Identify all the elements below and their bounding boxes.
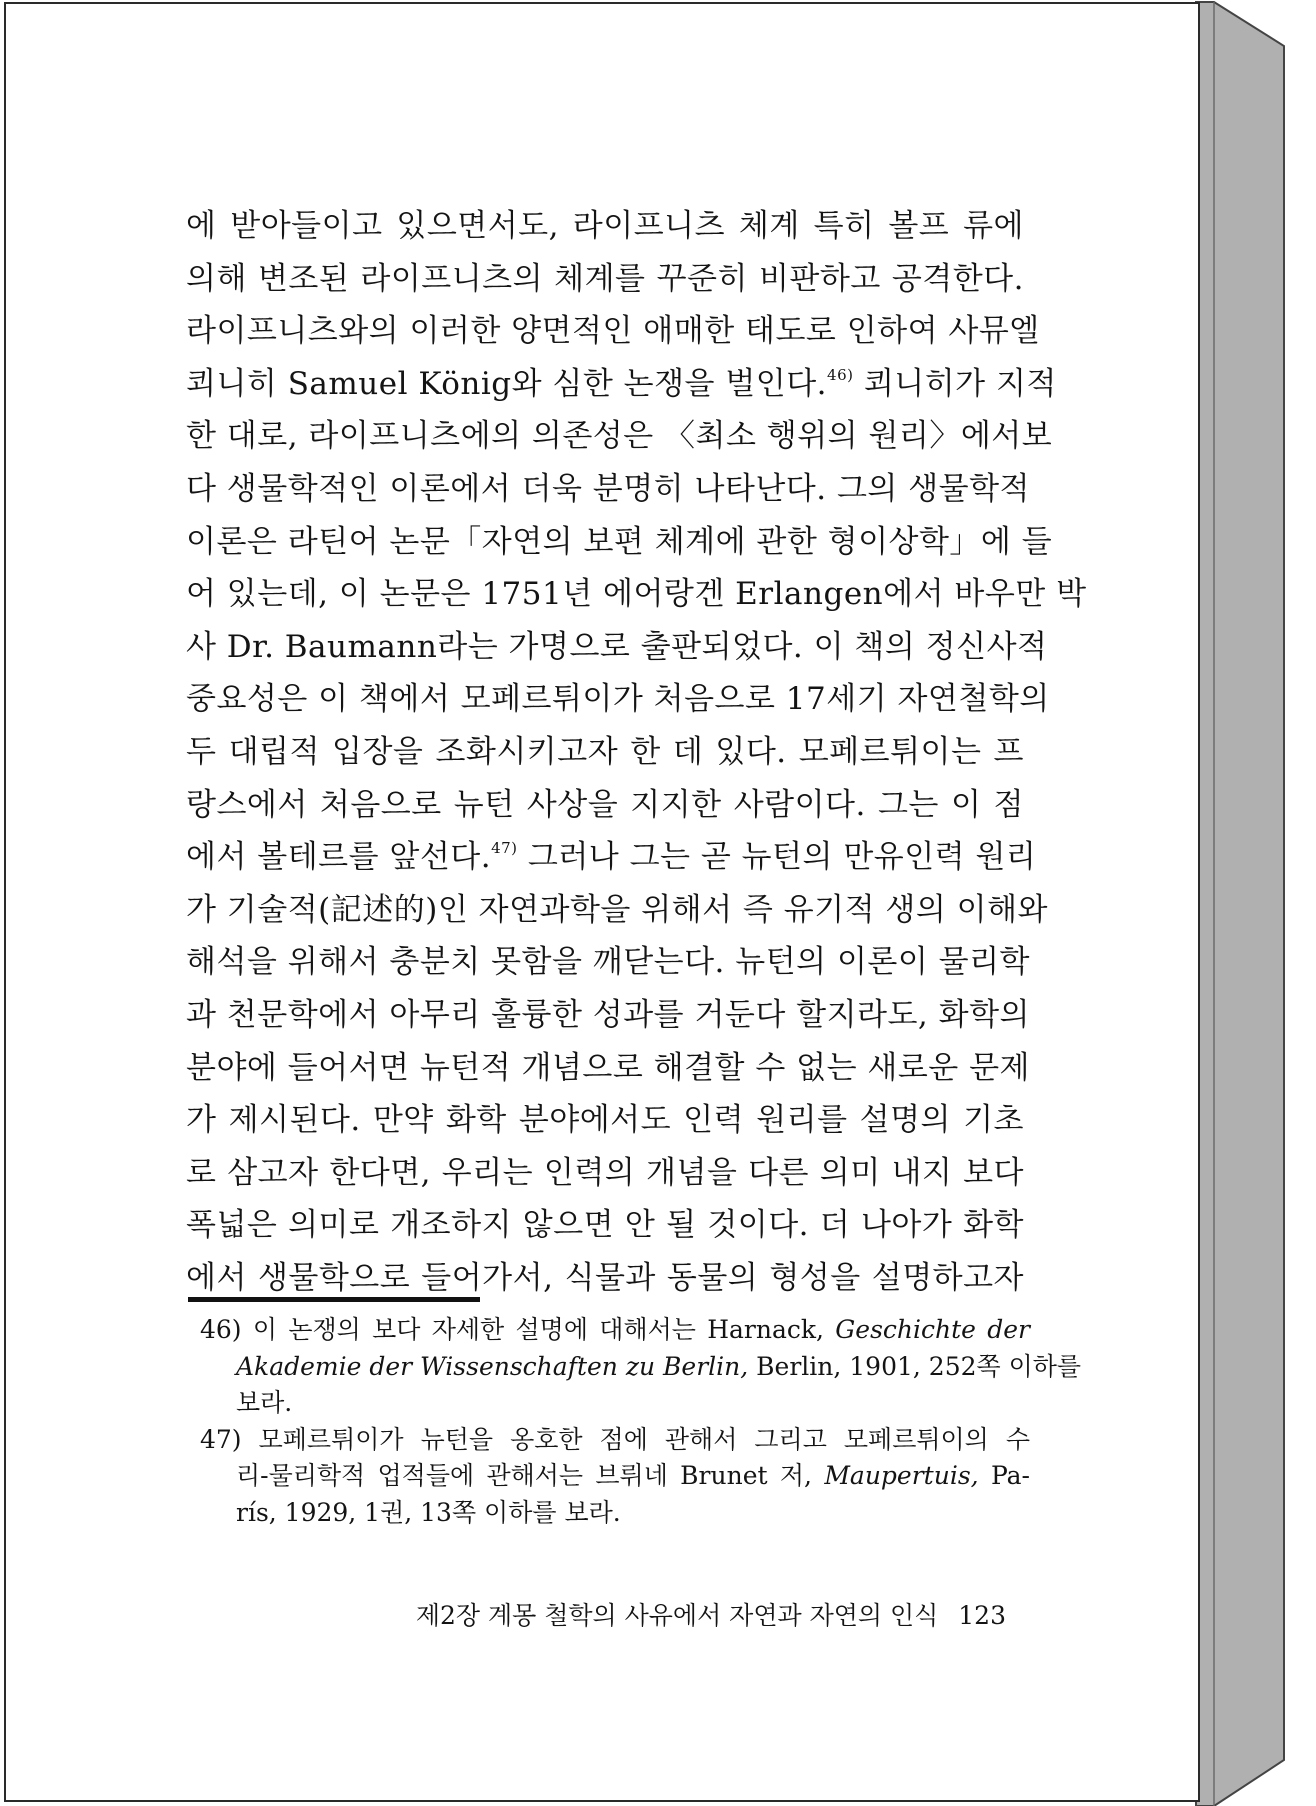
body-line: 라이프니츠와의 이러한 양면적인 애매한 태도로 인하여 사뮤엘	[186, 313, 1040, 350]
body-line: 분야에 들어서면 뉴턴적 개념으로 해결할 수 없는 새로운 문제	[186, 1049, 1030, 1086]
running-title: 제2장 계몽 철학의 사유에서 자연과 자연의 인식	[415, 1601, 939, 1630]
body-line: 해석을 위해서 충분치 못함을 깨닫는다. 뉴턴의 이론이 물리학	[186, 944, 1030, 981]
footnote-ref-47[interactable]: 47)	[491, 839, 518, 858]
footnote-text: 이 논쟁의 보다 자세한 설명에 대해서는 Harnack,	[252, 1315, 824, 1344]
footnote-text: Berlin, 1901, 252쪽 이하를	[756, 1351, 1082, 1381]
footnote-47-cont	[200, 1458, 1030, 1495]
page-number: 123	[958, 1601, 1006, 1630]
body-line: 가 기술적(記述的)인 자연과학을 위해서 즉 유기적 생의 이해와	[186, 891, 1048, 928]
body-line: 한 대로, 라이프니츠에의 의존성은 〈최소 행위의 원리〉에서보	[186, 418, 1053, 455]
body-line: 두 대립적 입장을 조화시키고자 한 데 있다. 모페르튀이는 프	[186, 733, 1024, 770]
body-line: 중요성은 이 책에서 모페르튀이가 처음으로 17세기 자연철학의	[186, 681, 1050, 718]
body-line: 이론은 라틴어 논문「자연의 보편 체계에 관한 형이상학」에 들	[186, 523, 1053, 560]
footnote-46	[200, 1312, 1030, 1349]
footnote-ref-46[interactable]: 46)	[827, 365, 854, 384]
body-line-text: 쾨니히 Samuel König와 심한 논쟁을 벌인다.	[186, 365, 828, 402]
footnote-label: 47)	[200, 1424, 242, 1454]
body-line: 가 제시된다. 만약 화학 분야에서도 인력 원리를 설명의 기초	[186, 1102, 1024, 1139]
footnote-text: 리-물리학적 업적들에 관해서는 브뤼네 Brunet 저,	[236, 1461, 812, 1490]
footnote-divider	[188, 1297, 480, 1302]
body-line: 어 있는데, 이 논문은 1751년 에어랑겐 Erlangen에서 바우만 박	[186, 576, 1087, 613]
body-line: 에서 생물학으로 들어가서, 식물과 동물의 형성을 설명하고자	[186, 1259, 1024, 1296]
body-line: 과 천문학에서 아무리 훌륭한 성과를 거둔다 할지라도, 화학의	[186, 996, 1030, 1033]
body-text	[186, 200, 1087, 1304]
footnote-title-italic: Akademie der Wissenschaften zu Berlin,	[236, 1351, 749, 1381]
running-footer	[386, 1596, 1006, 1636]
body-line: 로 삼고자 한다면, 우리는 인력의 개념을 다른 의미 내지 보다	[186, 1154, 1024, 1191]
footnote-46-cont	[200, 1349, 1082, 1386]
footnote-label: 46)	[200, 1315, 242, 1344]
body-line: 사 Dr. Baumann라는 가명으로 출판되었다. 이 책의 정신사적	[186, 628, 1048, 665]
body-line: 의해 변조된 라이프니츠의 체계를 꾸준히 비판하고 공격한다.	[186, 260, 1024, 297]
body-line	[186, 358, 1057, 411]
body-line: 다 생물학적인 이론에서 더욱 분명히 나타난다. 그의 생물학적	[186, 470, 1030, 507]
body-line-continuation: 그러나 그는 곧 뉴턴의 만유인력 원리	[527, 839, 1037, 876]
body-line	[186, 831, 1037, 884]
footnote-46-cont: 보라.	[236, 1388, 293, 1417]
body-line: 폭넓은 의미로 개조하지 않으면 안 될 것이다. 더 나아가 화학	[186, 1207, 1024, 1244]
footnote-47-cont: rís, 1929, 1권, 13쪽 이하를 보라.	[236, 1497, 621, 1527]
footnote-title-italic: Geschichte der	[835, 1315, 1030, 1344]
body-line: 랑스에서 처음으로 뉴턴 사상을 지지한 사람이다. 그는 이 점	[186, 786, 1024, 823]
footnotes	[200, 1312, 1082, 1531]
footnote-text: Pa-	[990, 1461, 1031, 1490]
footnote-47	[200, 1422, 1030, 1459]
footnote-title-italic: Maupertuis,	[824, 1461, 979, 1490]
body-line-text: 에서 볼테르를 앞선다.	[186, 839, 492, 876]
body-line-continuation: 쾨니히가 지적	[863, 365, 1057, 402]
footnote-text: 모페르튀이가 뉴턴을 옹호한 점에 관해서 그리고 모페르튀이의 수	[258, 1424, 1030, 1454]
body-line: 에 받아들이고 있으면서도, 라이프니츠 체계 특히 볼프 류에	[186, 208, 1024, 244]
